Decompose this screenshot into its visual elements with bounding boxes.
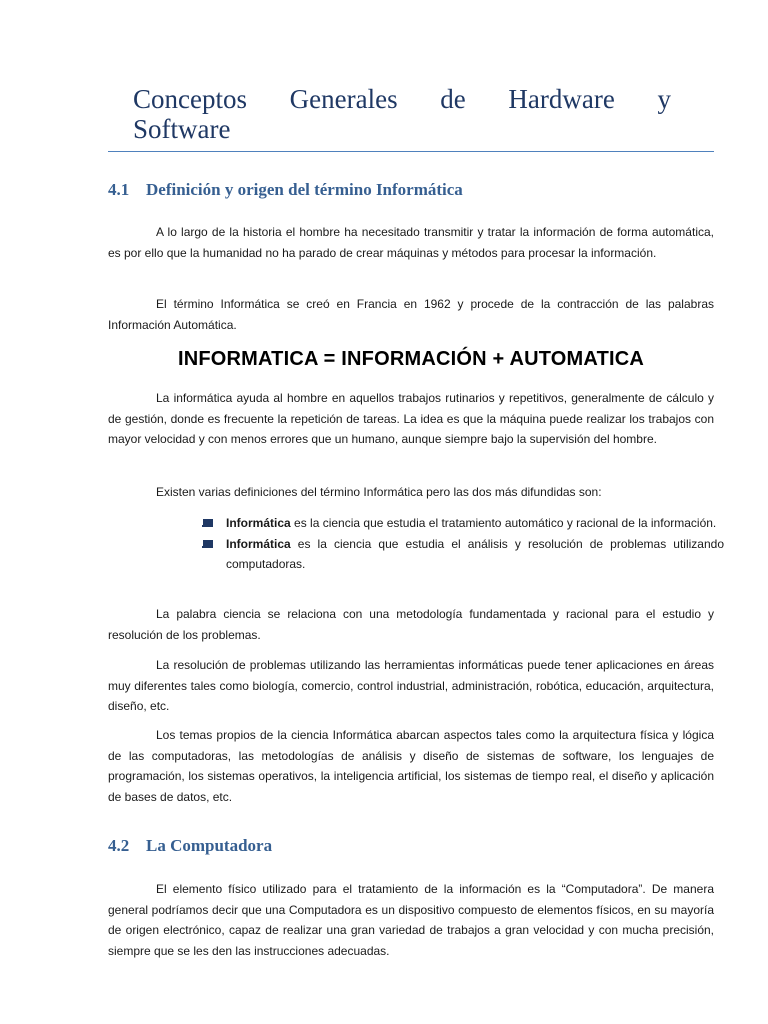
paragraph: Los temas propios de la ciencia Informática abarcan aspectos tales como la arquitectura física y lógica de las computadoras, las metodologías de análisis y diseño de sistemas de software, los lenguajes de programación, los sistemas operativos, la inteligencia artificial, los sistemas de tiempo real, el diseño y aplicación de bases de datos, etc. <box>108 728 714 804</box>
title-divider <box>108 151 714 152</box>
section-heading-4-1 <box>108 180 463 200</box>
paragraph: Existen varias definiciones del término Informática pero las dos más difundidas son: <box>156 485 602 499</box>
document-title <box>133 84 671 144</box>
computer-icon <box>202 540 213 549</box>
definition-term: Informática <box>226 536 291 551</box>
section-title: La Computadora <box>146 836 273 855</box>
section-number: 4.1 <box>108 180 130 199</box>
paragraph: A lo largo de la historia el hombre ha necesitado transmitir y tratar la información de forma automática, es por ello que la humanidad no ha parado de crear máquinas y métodos para procesar la información. <box>108 225 714 260</box>
definition-text: es la ciencia que estudia el análisis y resolución de problemas utilizando computadoras. <box>226 536 724 571</box>
paragraph: La informática ayuda al hombre en aquellos trabajos rutinarios y repetitivos, generalmente de cálculo y de gestión, donde es frecuente la repetición de tareas. La idea es que la máquina puede realizar los trabajos con mayor velocidad y con menos errores que un humano, aunque siempre bajo la supervisión del hombre. <box>108 391 714 446</box>
section-heading-4-2 <box>108 836 272 856</box>
paragraph: El elemento físico utilizado para el tratamiento de la información es la “Computadora”. De manera general podríamos decir que una Computadora es un dispositivo compuesto de elementos físicos, en su mayoría de origen electrónico, capaz de realizar una gran variedad de trabajos a gran velocidad y con mucha precisión, siempre que se les den las instrucciones adecuadas. <box>108 882 714 958</box>
definition-text: es la ciencia que estudia el tratamiento automático y racional de la información. <box>290 516 717 530</box>
equation: INFORMATICA = INFORMACIÓN + AUTOMATICA <box>177 348 645 370</box>
section-number: 4.2 <box>108 836 130 855</box>
paragraph: El término Informática se creó en Francia en 1962 y procede de la contracción de las palabras Información Automática. <box>108 297 714 332</box>
list-item <box>202 534 724 575</box>
title-line-2: Software <box>133 114 231 144</box>
definition-term: Informática <box>226 516 291 530</box>
computer-icon <box>202 519 213 528</box>
definition-list <box>202 513 724 575</box>
title-line-1: Conceptos Generales de Hardware y <box>133 84 671 114</box>
section-title: Definición y origen del término Informática <box>146 180 463 199</box>
paragraph: La palabra ciencia se relaciona con una metodología fundamentada y racional para el estudio y resolución de los problemas. <box>108 607 714 642</box>
list-item <box>202 513 724 534</box>
paragraph: La resolución de problemas utilizando las herramientas informáticas puede tener aplicaciones en áreas muy diferentes tales como biología, comercio, control industrial, administración, robótica, educación, arquitectura, diseño, etc. <box>108 658 714 713</box>
